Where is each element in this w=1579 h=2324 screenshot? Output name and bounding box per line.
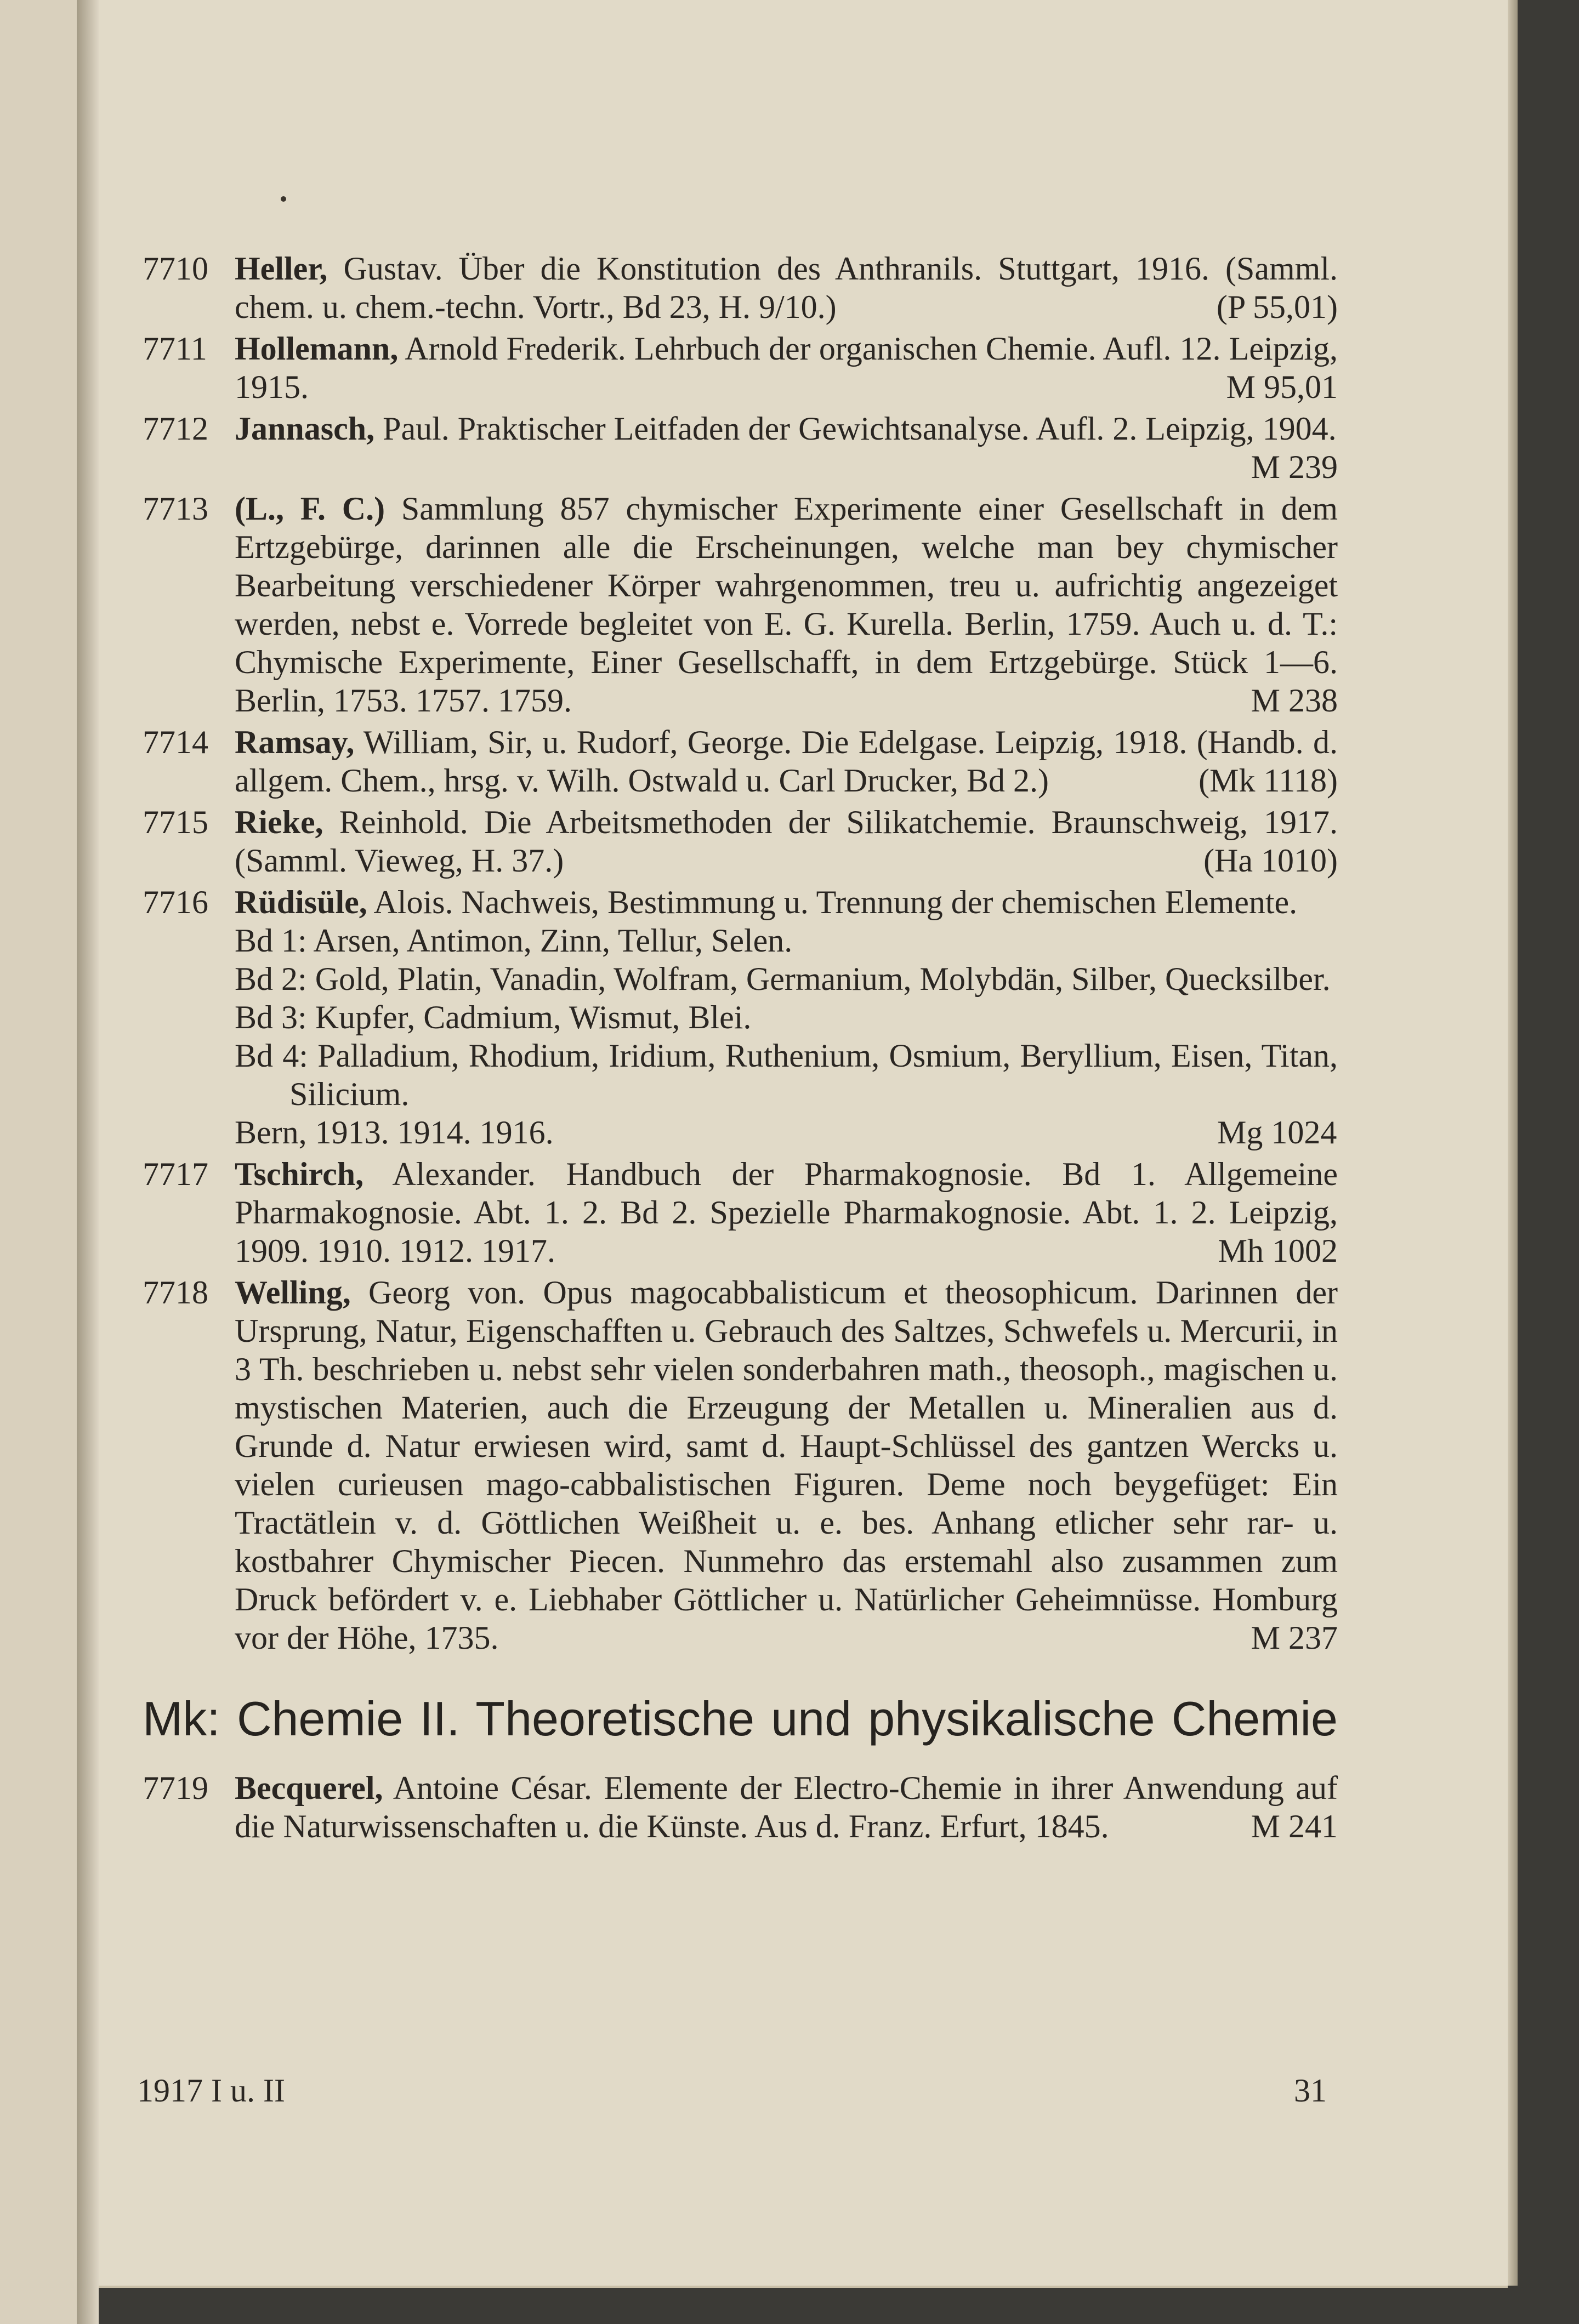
entry-body	[235, 1155, 1338, 1270]
entry-body	[235, 249, 1338, 326]
shelf-mark: M 95,01	[1226, 369, 1338, 405]
entry-body	[235, 883, 1338, 921]
left-page-edge	[0, 0, 78, 2324]
entry-body	[235, 329, 1338, 406]
entry-text: Georg von. Opus magocabbalisticum et theosophicum. Darinnen der Ursprung, Natur, Eigenschafften u. Gebrauch des Saltzes, Schwefels u. Mercurii, in 3 Th. beschrieben u. nebst sehr vielen sonderbahren math., theosoph., magischen u. mystischen Materien, auch die Erzeugung der Metallen u. Mineralien aus d. Grunde d. Natur erwiesen wird, samt d. Haupt-Schlüssel des gantzen Wercks u. vielen curieusen mago-cabbalistischen Figuren. Deme noch beygefüget: Ein Tractätlein v. d. Göttlichen Weißheit u. e. bes. Anhang etlicher sehr rar- u. kostbahrer Chymischer Piecen. Nunmehro das erstemahl also zusammen zum Druck befördert v. e. Liebhaber Göttlicher u. Natürlicher Geheimnüsse. Homburg vor der Höhe, 1735.	[235, 1274, 1338, 1656]
entry-author: Ramsay,	[235, 724, 355, 760]
entry-author: Jannasch,	[235, 411, 375, 447]
catalog-entry	[143, 803, 1338, 880]
entry-body	[235, 1769, 1338, 1845]
entry-number: 7714	[143, 724, 208, 760]
entry-author: (L., F. C.)	[235, 491, 385, 527]
entry-text: Arnold Frederik. Lehrbuch der organischen Chemie. Aufl. 12. Leipzig, 1915.	[235, 331, 1338, 405]
entry-body	[235, 723, 1338, 800]
shelf-mark: M 237	[1251, 1620, 1338, 1656]
catalog-entry	[143, 329, 1338, 406]
entry-text: Paul. Praktischer Leitfaden der Gewichtsanalyse. Aufl. 2. Leipzig, 1904.	[383, 411, 1337, 447]
entry-number: 7711	[143, 331, 207, 367]
volume-item: Bd 3: Kupfer, Cadmium, Wismut, Blei.	[235, 999, 752, 1035]
catalog-entry	[143, 1155, 1338, 1270]
volume-item: Bd 4: Palladium, Rhodium, Iridium, Ruthenium, Osmium, Beryllium, Eisen, Titan, Silicium.	[235, 1038, 1338, 1112]
entry-author: Rieke,	[235, 804, 323, 840]
catalog-text	[143, 249, 1338, 1849]
shelf-mark: Mh 1002	[1218, 1233, 1338, 1269]
catalog-entry	[143, 409, 1338, 486]
book-gutter	[77, 0, 99, 2324]
volume-list	[235, 921, 1338, 1152]
entry-body	[235, 803, 1338, 880]
shelf-mark: (P 55,01)	[1216, 289, 1338, 325]
volume-item: Bd 2: Gold, Platin, Vanadin, Wolfram, Germanium, Molybdän, Silber, Quecksilber.	[235, 961, 1331, 997]
entry-number: 7712	[143, 411, 208, 447]
catalog-entry	[143, 883, 1338, 1152]
entry-number: 7713	[143, 491, 208, 527]
entry-number: 7710	[143, 250, 208, 287]
catalog-entry	[143, 489, 1338, 720]
volume-place	[235, 1113, 1338, 1152]
footer-signature: 1917 I u. II	[137, 2072, 285, 2109]
entry-number: 7718	[143, 1274, 208, 1311]
catalog-entry	[143, 1273, 1338, 1657]
shelf-mark: (Ha 1010)	[1203, 842, 1338, 879]
entry-body	[235, 489, 1338, 720]
entry-text: Reinhold. Die Arbeitsmethoden der Silikatchemie. Braunschweig, 1917. (Samml. Vieweg, H. 37.)	[235, 804, 1338, 879]
entry-text: Alexander. Handbuch der Pharmakognosie. Bd 1. Allgemeine Pharmakognosie. Abt. 1. 2. Bd 2. Spezielle Pharmakognosie. Abt. 1. 2. Leipzig, 1909. 1910. 1912. 1917.	[235, 1156, 1338, 1269]
entry-author: Becquerel,	[235, 1770, 383, 1806]
entry-author: Hollemann,	[235, 331, 399, 367]
entry-body	[235, 1273, 1338, 1657]
entry-number: 7715	[143, 804, 208, 840]
page-number: 31	[1294, 2072, 1327, 2109]
entry-author: Heller,	[235, 250, 328, 287]
shelf-mark: M 238	[1251, 682, 1338, 719]
entry-number: 7717	[143, 1156, 208, 1192]
shelf-mark: Mg 1024	[1217, 1114, 1337, 1150]
entry-body	[235, 409, 1338, 486]
entry-text: William, Sir, u. Rudorf, George. Die Edelgase. Leipzig, 1918. (Handb. d. allgem. Chem., hrsg. v. Wilh. Ostwald u. Carl Drucker, Bd 2.)	[235, 724, 1338, 799]
entry-text: Gustav. Über die Konstitution des Anthranils. Stuttgart, 1916. (Samml. chem. u. chem.-techn. Vortr., Bd 23, H. 9/10.)	[235, 250, 1338, 325]
section-heading: Mk: Chemie II. Theoretische und physikalische Chemie	[143, 1691, 1338, 1746]
entry-text: Alois. Nachweis, Bestimmung u. Trennung der chemischen Elemente.	[373, 884, 1298, 920]
page-edge	[1508, 0, 1518, 2286]
catalog-entry	[143, 723, 1338, 800]
catalog-entry	[143, 249, 1338, 326]
entry-text: Sammlung 857 chymischer Experimente einer Gesellschaft in dem Ertzgebürge, darinnen alle die Erscheinungen, welche man bey chymischer Bearbeitung verschiedener Körper wahrgenommen, treu u. aufrichtig angezeiget werden, nebst e. Vorrede begleitet von E. G. Kurella. Berlin, 1759. Auch u. d. T.: Chymische Experimente, Einer Gesellschafft, in dem Ertzgebürge. Stück 1—6. Berlin, 1753. 1757. 1759.	[235, 491, 1338, 719]
catalog-entry	[143, 1769, 1338, 1845]
shelf-mark: M 241	[1251, 1808, 1338, 1844]
entry-number: 7719	[143, 1770, 208, 1806]
entry-text: Antoine César. Elemente der Electro-Chemie in ihrer Anwendung auf die Naturwissenschaften u. die Künste. Aus d. Franz. Erfurt, 1845.	[235, 1770, 1338, 1844]
ink-dot	[281, 196, 286, 202]
entry-place: Bern, 1913. 1914. 1916.	[235, 1114, 554, 1150]
shelf-mark: (Mk 1118)	[1199, 762, 1338, 799]
entry-author: Welling,	[235, 1274, 351, 1311]
entry-author: Rüdisüle,	[235, 884, 367, 920]
shelf-mark: M 239	[1251, 449, 1338, 485]
entry-author: Tschirch,	[235, 1156, 364, 1192]
volume-item: Bd 1: Arsen, Antimon, Zinn, Tellur, Selen.	[235, 922, 793, 959]
entry-number: 7716	[143, 884, 208, 920]
